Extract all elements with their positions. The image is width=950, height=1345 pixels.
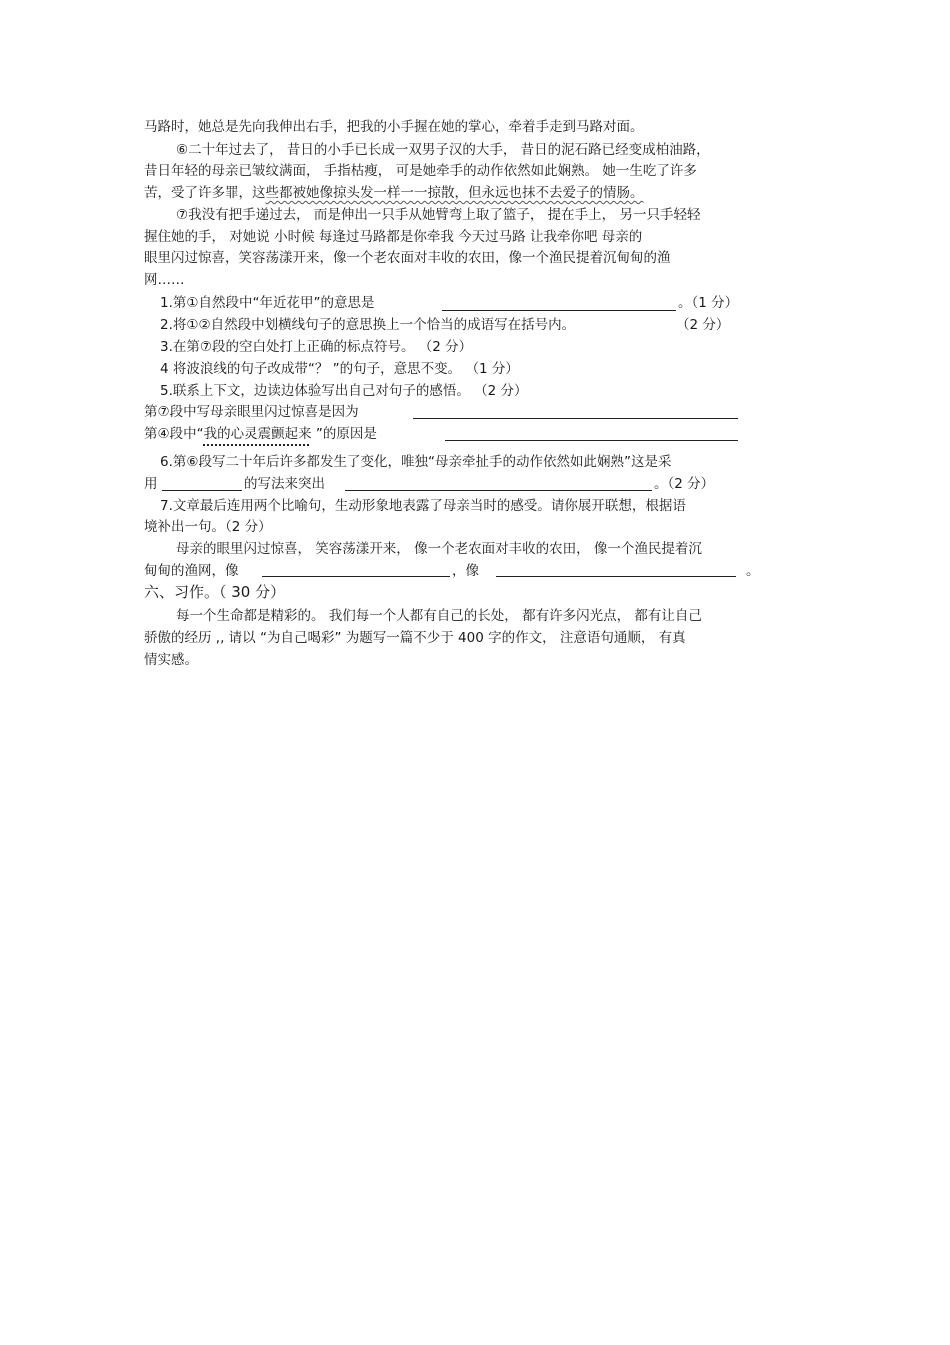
question-5-part-b (144, 424, 377, 444)
question-7-line: ，像 (452, 563, 479, 579)
writing-prompt-line: 骄傲的经历 ,, 请以 “为自己喝彩” 为题写一篇不少于 400 字的作文， 注意语句通顺， 有真 (144, 630, 686, 646)
question-1-score: 。（1 分） (678, 295, 739, 311)
paragraph-6-line: 昔日年轻的母亲已皱纹满面， 手指枯瘦， 可是她牵手的动作依然如此娴熟。 她一生吃了许多 (144, 163, 697, 179)
question-7-line: 母亲的眼里闪过惊喜， 笑容荡漾开来， 像一个老农面对丰收的农田， 像一个渔民提着沉 (176, 541, 702, 557)
question-6: 6.第⑥段写二十年后许多都发生了变化，唯独“母亲牵扯手的动作依然如此娴熟”这是采 (160, 454, 672, 470)
writing-prompt-line: 情实感。 (144, 652, 198, 668)
dotted-emphasis-text: 我的心灵震颤起来 (203, 426, 312, 442)
paragraph-7-line: 网…… (144, 272, 185, 288)
question-3: 3.在第⑦段的空白处打上正确的标点符号。 （2 分） (160, 339, 473, 355)
question-7-line: 甸甸的渔网，像 (144, 563, 239, 579)
question-5a-answer-blank[interactable] (413, 418, 738, 419)
question-4: 4 将波浪线的句子改成带“？ ”的句子，意思不变。 （1 分） (160, 361, 519, 377)
wavy-underlined-sentence: 些都被她像掠头发一样一一掠散，但永远也抹不去爱子的情肠。 (265, 185, 644, 201)
paragraph-7-line: 眼里闪过惊喜，笑容荡漾开来，像一个老农面对丰收的农田，像一个渔民提着沉甸甸的渔 (144, 250, 671, 266)
question-6-answer-blank-2[interactable] (345, 490, 652, 491)
paragraph-7-line: ⑦我没有把手递过去， 而是伸出一只手从她臂弯上取了篮子， 提在手上， 另一只手轻轻 (176, 207, 701, 223)
question-5b-answer-blank[interactable] (445, 440, 738, 441)
question-6-line: 的写法来突出 (244, 476, 325, 492)
question-7: 7.文章最后连用两个比喻句，生动形象地表露了母亲当时的感受。请你展开联想，根据语 (160, 498, 686, 514)
question-7-answer-blank-2[interactable] (496, 576, 736, 577)
question-5: 5.联系上下文，边读边体验写出自己对句子的感悟。 （2 分） (160, 383, 528, 399)
paragraph-6-line (144, 183, 644, 203)
question-2-score: （2 分） (676, 317, 730, 333)
question-7-line: 境补出一句。（2 分） (144, 519, 272, 535)
paragraph-6-line: ⑥二十年过去了， 昔日的小手已长成一双男子汉的大手， 昔日的泥石路已经变成柏油路， (176, 142, 710, 158)
question-5-part-a: 第⑦段中写母亲眼里闪过惊喜是因为 (144, 404, 359, 420)
passage-line: 马路时，她总是先向我伸出右手，把我的小手握在她的掌心，牵着手走到马路对面。 (144, 119, 644, 135)
plain-text: 第④段中“ (144, 426, 204, 442)
question-1-answer-blank[interactable] (442, 310, 676, 311)
question-6-answer-blank-1[interactable] (162, 490, 242, 491)
question-6-score: 。（2 分） (654, 476, 715, 492)
plain-text: 苦，受了许多罪，这 (144, 185, 266, 201)
question-6-line: 用 (144, 476, 158, 492)
question-1: 1.第①自然段中“年近花甲”的意思是 (160, 295, 375, 311)
paragraph-7-line: 握住她的手， 对她说 小时候 每逢过马路都是你牵我 今天过马路 让我牵你吧 母亲的 (144, 229, 643, 245)
question-7-line: 。 (746, 563, 760, 579)
section-6-heading: 六、习作。（ 30 分） (144, 583, 286, 601)
plain-text: ”的原因是 (311, 426, 377, 442)
writing-prompt-line: 每一个生命都是精彩的。 我们每一个人都有自己的长处， 都有许多闪光点， 都有让自己 (176, 608, 702, 624)
question-7-answer-blank-1[interactable] (262, 576, 450, 577)
question-2: 2.将①②自然段中划横线句子的意思换上一个恰当的成语写在括号内。 (160, 317, 576, 333)
